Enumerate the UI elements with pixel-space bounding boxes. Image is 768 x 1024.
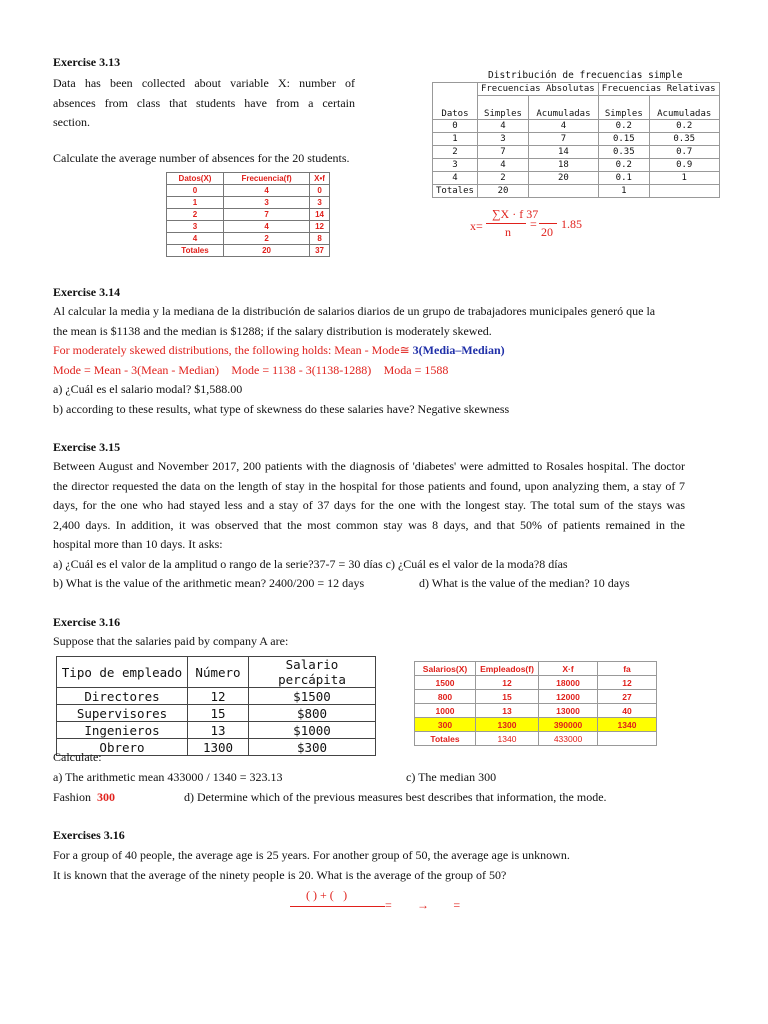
ex316-fashion — [53, 790, 115, 805]
table-cell: 1500 — [415, 676, 476, 690]
table-cell: 1 — [598, 185, 649, 198]
ex315-title: Exercise 3.15 — [53, 440, 121, 454]
table-cell: 0.1 — [598, 172, 649, 185]
table-cell: 4 — [167, 233, 224, 245]
table-cell: Totales — [433, 185, 478, 198]
table-cell: 14 — [529, 146, 599, 159]
table-row — [57, 739, 376, 756]
formula-denominator2: 20 — [541, 225, 553, 239]
employee-table — [56, 656, 376, 756]
emp-header: Salario percápita — [249, 657, 376, 688]
sal-header: X·f — [539, 662, 598, 676]
table-row — [57, 688, 376, 705]
table-cell: Directores — [57, 688, 188, 705]
table-cell: 0.2 — [598, 120, 649, 133]
table-cell: 2 — [223, 233, 309, 245]
table-cell: Totales — [167, 245, 224, 257]
freq-header: Simples — [477, 96, 528, 120]
ex316-title: Exercise 3.16 — [53, 615, 121, 629]
table-row — [167, 245, 330, 257]
table-row — [433, 146, 720, 159]
table-cell: 14 — [310, 209, 330, 221]
table-row-totals — [415, 732, 657, 746]
table-cell: 20 — [477, 185, 528, 198]
table-cell: 1340 — [598, 718, 657, 732]
ex315-body — [53, 457, 685, 535]
ex313-freq-table — [432, 82, 720, 198]
table-cell: 13 — [476, 704, 539, 718]
sal-header: Empleados(f) — [476, 662, 539, 676]
fraction-bar — [290, 906, 385, 907]
table-row — [433, 120, 720, 133]
table-cell — [598, 732, 657, 746]
table-cell: 0.2 — [598, 159, 649, 172]
table-cell: 4 — [477, 120, 528, 133]
red-table-header: X•f — [310, 173, 330, 185]
table-row — [415, 676, 657, 690]
salary-table — [414, 661, 657, 746]
table-cell: 1 — [433, 133, 478, 146]
ex314-qb: b) according to these results, what type of skewness do these salaries have? Negative skewness — [53, 401, 510, 416]
table-cell: 2 — [477, 172, 528, 185]
ex316-calculate: Calculate: — [53, 750, 102, 764]
table-cell: 0.2 — [649, 120, 719, 133]
table-cell: 0.7 — [649, 146, 719, 159]
table-cell: 0.15 — [598, 133, 649, 146]
red-table-header: Frecuencia(f) — [223, 173, 309, 185]
table-row — [433, 133, 720, 146]
table-cell: 12 — [598, 676, 657, 690]
ex313-title: Exercise 3.13 — [53, 55, 121, 69]
table-cell: 0.35 — [649, 133, 719, 146]
table-row — [167, 197, 330, 209]
arrow-icon: → — [417, 898, 429, 912]
table-cell: 0 — [433, 120, 478, 133]
freq-blank-cell — [433, 83, 478, 96]
freq-group-header: Frecuencias Relativas — [598, 83, 719, 96]
table-cell: 4 — [223, 221, 309, 233]
table-cell: 390000 — [539, 718, 598, 732]
table-cell: Obrero — [57, 739, 188, 756]
table-cell: 12 — [310, 221, 330, 233]
formula-box:   = — [441, 898, 461, 912]
table-cell: 1300 — [188, 739, 249, 756]
table-row — [167, 209, 330, 221]
ex315-qd: d) What is the value of the median? 10 days — [419, 576, 630, 590]
table-cell: 40 — [598, 704, 657, 718]
table-cell: 3 — [310, 197, 330, 209]
table-cell: 1300 — [476, 718, 539, 732]
table-cell: 20 — [529, 172, 599, 185]
ex314-red-line2: Mode = Mean - 3(Mean - Median)  Mode = 1138 - 3(1138-1288)  Moda = 1588 — [53, 362, 449, 377]
ex314-body — [53, 302, 685, 419]
emp-header: Tipo de empleado — [57, 657, 188, 688]
table-cell: 1340 — [476, 732, 539, 746]
freq-header: Datos — [433, 96, 478, 120]
table-cell: 800 — [415, 690, 476, 704]
table-cell: 300 — [415, 718, 476, 732]
table-cell: 4 — [477, 159, 528, 172]
ex314-line1: Al calcular la media y la mediana de la distribución de salarios diarios de un grupo de trabajadores municipales generó que la — [53, 304, 656, 318]
ex315-qb: b) What is the value of the arithmetic mean? 2400/200 = 12 days — [53, 576, 365, 590]
table-cell: 7 — [477, 146, 528, 159]
ex315-line2: the director requested the data on the length of stay in the hospital for those patients and found, upon analyzing them, a stay of 7 — [53, 478, 685, 493]
table-row — [433, 159, 720, 172]
freq-header: Acumuladas — [529, 96, 599, 120]
ex315-line4: 2,400 days. In addition, it was observed that the most common stay was 8 days, and that 50% of patients remained in the — [53, 517, 685, 532]
table-cell: 4 — [529, 120, 599, 133]
ex313-intro — [53, 74, 355, 113]
table-cell: 433000 — [539, 732, 598, 746]
table-cell: 0 — [167, 185, 224, 197]
table-row — [415, 704, 657, 718]
table-cell: 12000 — [539, 690, 598, 704]
ex315-qa: a) ¿Cuál es el valor de la amplitud o rango de la serie?37-7 = 30 días c) ¿Cuál es el valor de la moda?8 días — [53, 557, 568, 571]
table-cell: 0.9 — [649, 159, 719, 172]
table-cell: $300 — [249, 739, 376, 756]
table-cell: 12 — [188, 688, 249, 705]
sal-header: fa — [598, 662, 657, 676]
ex316b-title: Exercises 3.16 — [53, 828, 125, 842]
table-row — [415, 690, 657, 704]
table-cell: 8 — [310, 233, 330, 245]
table-cell: 13000 — [539, 704, 598, 718]
fashion-label: Fashion — [53, 790, 92, 804]
table-cell: 27 — [598, 690, 657, 704]
sal-header: Salarios(X) — [415, 662, 476, 676]
ex315-line1: Between August and November 2017, 200 patients with the diagnosis of 'diabetes' were admitted to Rosales hospital. The doctor — [53, 459, 685, 473]
table-cell: 3 — [477, 133, 528, 146]
emp-header: Número — [188, 657, 249, 688]
table-cell — [649, 185, 719, 198]
table-cell: 13 — [188, 722, 249, 739]
table-cell: $1500 — [249, 688, 376, 705]
ex315-line3: days, for the one who had stayed less and a stay of 37 days for the one with the longest stay. The total sum of the stays was — [53, 498, 685, 512]
table-row — [433, 172, 720, 185]
table-cell: 18000 — [539, 676, 598, 690]
table-cell: 1000 — [415, 704, 476, 718]
formula-denominator: n — [505, 225, 511, 239]
table-cell: Ingenieros — [57, 722, 188, 739]
table-cell: 3 — [223, 197, 309, 209]
fraction-bar — [486, 223, 526, 224]
formula-numerator: ( ) + ( ) — [306, 888, 348, 902]
ex314-qa: a) ¿Cuál es el salario modal? $1,588.00 — [53, 382, 243, 396]
ex316-intro: Suppose that the salaries paid by company A are: — [53, 634, 289, 648]
formula-equals: = — [530, 217, 537, 231]
ex316b-line2: It is known that the average of the ninety people is 20. What is the average of the group of 50? — [53, 868, 507, 882]
table-row — [167, 233, 330, 245]
table-row-highlighted — [415, 718, 657, 732]
ex313-red-table — [166, 172, 330, 257]
table-cell: 15 — [476, 690, 539, 704]
table-row — [57, 722, 376, 739]
ex316b-line1: For a group of 40 people, the average age is 25 years. For another group of 50, the average age is unknown. — [53, 848, 570, 862]
ex314-line2: the mean is $1138 and the median is $1288; if the salary distribution is moderately skewed. — [53, 323, 492, 338]
table-cell: 0.35 — [598, 146, 649, 159]
ex313-line2: absences from class that students have from a certain — [53, 95, 355, 110]
table-cell: 2 — [433, 146, 478, 159]
formula-result: 1.85 — [561, 217, 582, 231]
table-cell: 15 — [188, 705, 249, 722]
fraction-bar — [539, 223, 557, 224]
table-cell: 2 — [167, 209, 224, 221]
freq-group-header: Frecuencias Absolutas — [477, 83, 598, 96]
freq-table-caption: Distribución de frecuencias simple — [488, 70, 683, 81]
table-cell: $800 — [249, 705, 376, 722]
formula-lhs: x= — [470, 219, 483, 233]
ex315-line5: hospital more than 10 days. It asks: — [53, 537, 223, 551]
table-row — [57, 705, 376, 722]
table-cell: 7 — [529, 133, 599, 146]
ex314-blue-text: 3(Media–Median) — [412, 343, 505, 357]
table-row — [167, 221, 330, 233]
table-cell: 0 — [310, 185, 330, 197]
table-cell: 4 — [433, 172, 478, 185]
ex316-qc: c) The median 300 — [406, 770, 497, 784]
formula-equals: = — [385, 898, 392, 912]
table-row — [433, 185, 720, 198]
ex314-title: Exercise 3.14 — [53, 285, 121, 299]
formula-numerator: ∑X · f 37 — [492, 207, 539, 221]
ex314-red-line — [53, 341, 685, 361]
table-cell: 20 — [223, 245, 309, 257]
table-cell: 1 — [649, 172, 719, 185]
table-cell: $1000 — [249, 722, 376, 739]
table-cell: Totales — [415, 732, 476, 746]
ex313-line3: section. — [53, 115, 90, 129]
ex316-qd: d) Determine which of the previous measures best describes that information, the mode. — [184, 790, 607, 804]
ex316-qa: a) The arithmetic mean 433000 / 1340 = 323.13 — [53, 770, 283, 784]
ex313-question: Calculate the average number of absences for the 20 students. — [53, 151, 350, 165]
table-row — [167, 185, 330, 197]
table-cell: 3 — [433, 159, 478, 172]
fashion-value: 300 — [97, 790, 116, 804]
table-cell: 37 — [310, 245, 330, 257]
table-cell: 7 — [223, 209, 309, 221]
table-cell: 18 — [529, 159, 599, 172]
table-cell: Supervisores — [57, 705, 188, 722]
table-cell: 4 — [223, 185, 309, 197]
table-cell: 12 — [476, 676, 539, 690]
ex314-red-text: For moderately skewed distributions, the following holds: Mean - Mode≅ — [53, 343, 413, 357]
table-cell: 3 — [167, 221, 224, 233]
ex313-line1: Data has been collected about variable X: number of — [53, 76, 355, 90]
red-table-header: Datos(X) — [167, 173, 224, 185]
freq-header: Acumuladas — [649, 96, 719, 120]
table-cell — [529, 185, 599, 198]
freq-header: Simples — [598, 96, 649, 120]
table-cell: 1 — [167, 197, 224, 209]
